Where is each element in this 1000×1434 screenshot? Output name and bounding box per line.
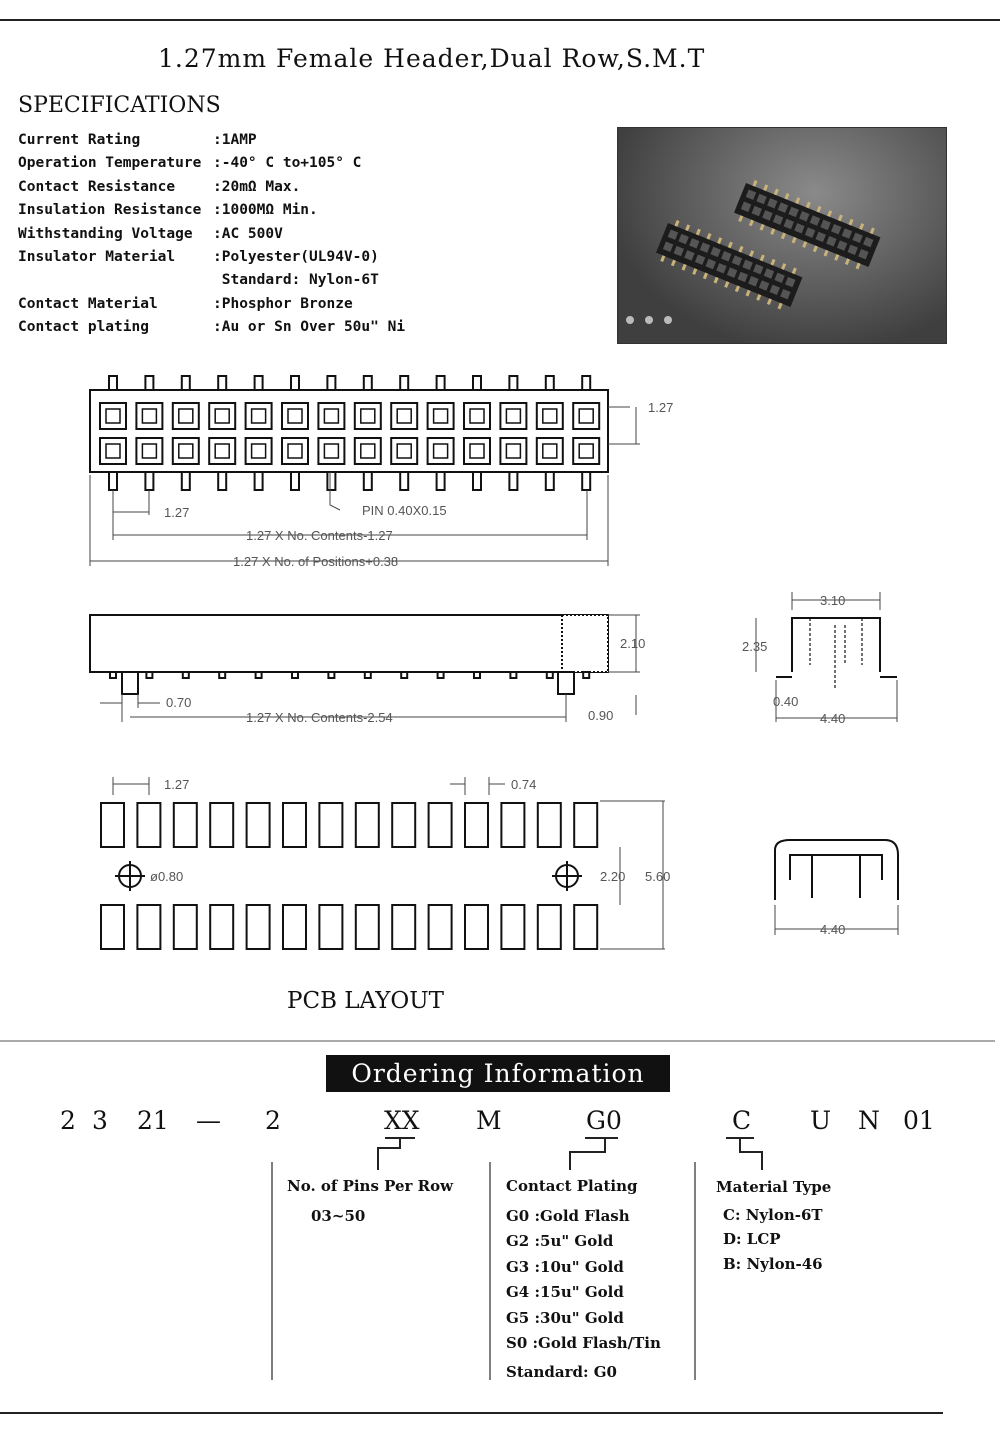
- pin-spec-label: PIN 0.40X0.15: [362, 503, 447, 518]
- contact-hole: [136, 438, 162, 464]
- spec-value: :AC 500V: [213, 225, 283, 242]
- pin: [546, 472, 554, 490]
- code-segment: 01: [903, 1106, 935, 1135]
- end-view: [776, 618, 897, 677]
- pcb-pad: [465, 803, 488, 847]
- dim-label: 1.27: [648, 400, 674, 415]
- contact-hole: [100, 438, 126, 464]
- dim-label: ø0.80: [150, 869, 184, 884]
- pins-title: No. of Pins Per Row: [287, 1177, 454, 1195]
- spec-label: Insulation Resistance: [18, 202, 202, 219]
- contact-hole: [464, 403, 490, 429]
- pin: [182, 376, 190, 390]
- contact-hole: [355, 403, 381, 429]
- side-view-body: [90, 615, 608, 672]
- pcb-pad: [210, 905, 233, 949]
- contact-hole: [100, 403, 126, 429]
- pcb-pad: [174, 803, 197, 847]
- contact-hole: [500, 438, 526, 464]
- pcb-pad: [283, 803, 306, 847]
- contact-hole: [136, 403, 162, 429]
- code-segment: 3: [92, 1106, 108, 1135]
- contact-hole: [173, 438, 199, 464]
- pcb-pad: [392, 905, 415, 949]
- pin: [327, 472, 335, 490]
- contact-hole: [573, 438, 599, 464]
- pin: [291, 376, 299, 390]
- dim-label: 0.70: [166, 695, 192, 710]
- code-segment: —: [196, 1106, 221, 1135]
- code-segment: 2: [265, 1106, 281, 1135]
- contact-hole: [282, 438, 308, 464]
- dim-label: 1.27 X No. Contents-2.54: [246, 710, 393, 725]
- plating-option: G5 :30u" Gold: [506, 1308, 624, 1327]
- pcb-pad: [247, 803, 270, 847]
- spec-value: Standard: Nylon-6T: [213, 272, 379, 289]
- pin: [218, 472, 226, 490]
- pcb-pad: [174, 905, 197, 949]
- pin: [400, 376, 408, 390]
- contact-hole: [282, 403, 308, 429]
- pcb-pad: [392, 803, 415, 847]
- spec-label: Current Rating: [18, 132, 141, 148]
- dim-label: 4.40: [820, 711, 846, 726]
- ordering-heading: Ordering Information: [326, 1055, 670, 1092]
- spec-value: :1AMP: [213, 132, 257, 148]
- pcb-pad: [210, 803, 233, 847]
- pin: [437, 376, 445, 390]
- contact-hole: [173, 403, 199, 429]
- pcb-pad: [465, 905, 488, 949]
- pin: [364, 376, 372, 390]
- pcb-pad: [501, 803, 524, 847]
- material-option: D: LCP: [723, 1230, 781, 1248]
- dim-label: 1.27: [164, 505, 190, 520]
- pin: [400, 472, 408, 490]
- pcb-pad: [101, 803, 124, 847]
- spec-label: Contact Material: [18, 295, 158, 312]
- contact-hole: [209, 438, 235, 464]
- spec-label: Contact Resistance: [18, 178, 176, 195]
- pin: [473, 376, 481, 390]
- pins-range: 03~50: [311, 1206, 366, 1225]
- pin: [109, 376, 117, 390]
- end-view-mounted: [775, 840, 898, 900]
- pin: [582, 472, 590, 490]
- spec-value: :20mΩ Max.: [213, 178, 301, 195]
- page-title: 1.27mm Female Header,Dual Row,S.M.T: [158, 44, 706, 73]
- pcb-pad: [429, 803, 452, 847]
- contact-hole: [209, 403, 235, 429]
- pin: [509, 376, 517, 390]
- dim-label: 1.27: [164, 777, 190, 792]
- spec-value: :-40° C to+105° C: [213, 155, 362, 172]
- pin: [509, 472, 517, 490]
- code-segment: 2: [60, 1106, 76, 1135]
- pcb-pad: [101, 905, 124, 949]
- dim-label: 0.40: [773, 694, 799, 709]
- code-segment: XX: [384, 1106, 420, 1135]
- plating-option: G2 :5u" Gold: [506, 1232, 614, 1250]
- code-segment: N: [858, 1106, 880, 1135]
- material-title: Material Type: [716, 1178, 832, 1196]
- pin: [109, 472, 117, 490]
- contact-hole: [246, 438, 272, 464]
- contact-hole: [537, 403, 563, 429]
- pcb-pad: [538, 905, 561, 949]
- dim-label: 0.90: [588, 708, 614, 723]
- contact-hole: [464, 438, 490, 464]
- pin: [255, 376, 263, 390]
- pin: [327, 376, 335, 390]
- code-segment: G0: [586, 1106, 622, 1135]
- contact-hole: [428, 438, 454, 464]
- plating-option: G3 :10u" Gold: [506, 1257, 624, 1276]
- pcb-pad: [319, 905, 342, 949]
- pin: [255, 472, 263, 490]
- pin: [437, 472, 445, 490]
- pin: [364, 472, 372, 490]
- pcb-pad: [356, 905, 379, 949]
- code-segment: M: [476, 1106, 502, 1135]
- top-view-body: [90, 390, 608, 472]
- specs-heading: SPECIFICATIONS: [18, 93, 221, 118]
- contact-hole: [355, 438, 381, 464]
- pcb-layout-label: PCB LAYOUT: [287, 988, 445, 1014]
- dim-label: 0.74: [511, 777, 537, 792]
- pin: [291, 472, 299, 490]
- pcb-pad: [538, 803, 561, 847]
- spec-value: :Polyester(UL94V-0): [213, 249, 379, 265]
- contact-hole: [318, 438, 344, 464]
- section-rule: [0, 1040, 995, 1042]
- dim-label: 3.10: [820, 593, 846, 608]
- plating-standard: Standard: G0: [506, 1362, 617, 1381]
- contact-hole: [318, 403, 344, 429]
- spec-label: Contact plating: [18, 319, 149, 336]
- material-option: B: Nylon-46: [723, 1254, 823, 1273]
- pcb-pad: [319, 803, 342, 847]
- spec-label: Insulator Material: [18, 249, 176, 265]
- pcb-pad: [247, 905, 270, 949]
- contact-hole: [391, 403, 417, 429]
- pcb-pad: [356, 803, 379, 847]
- pin: [182, 472, 190, 490]
- pin: [145, 472, 153, 490]
- contact-hole: [428, 403, 454, 429]
- dim-label: 5.60: [645, 869, 671, 884]
- pin: [218, 376, 226, 390]
- spec-value: :1000MΩ Min.: [213, 202, 318, 219]
- pcb-pad: [429, 905, 452, 949]
- spec-label: Operation Temperature: [18, 155, 202, 172]
- pcb-pad: [137, 803, 160, 847]
- dim-label: 1.27 X No. Contents-1.27: [246, 528, 393, 543]
- spec-value: :Phosphor Bronze: [213, 295, 353, 312]
- spec-value: :Au or Sn Over 50u" Ni: [213, 319, 406, 336]
- code-segment: U: [810, 1106, 832, 1135]
- pin: [473, 472, 481, 490]
- dim-label: 2.20: [600, 869, 626, 884]
- contact-hole: [573, 403, 599, 429]
- plating-option: G4 :15u" Gold: [506, 1283, 624, 1301]
- material-option: C: Nylon-6T: [723, 1205, 823, 1224]
- pcb-pad: [501, 905, 524, 949]
- pin: [546, 376, 554, 390]
- contact-hole: [246, 403, 272, 429]
- code-segment: C: [732, 1106, 752, 1135]
- contact-hole: [537, 438, 563, 464]
- plating-option: S0 :Gold Flash/Tin: [506, 1334, 661, 1352]
- contact-hole: [391, 438, 417, 464]
- bottom-rule: [0, 1412, 943, 1414]
- dim-label: 2.35: [742, 639, 768, 654]
- pin: [145, 376, 153, 390]
- plating-option: G0 :Gold Flash: [506, 1206, 630, 1225]
- pcb-pad: [574, 905, 597, 949]
- pcb-pad: [574, 803, 597, 847]
- contact-hole: [500, 403, 526, 429]
- dim-label: 2.10: [620, 636, 646, 651]
- plating-title: Contact Plating: [506, 1177, 638, 1195]
- pin: [582, 376, 590, 390]
- pcb-pad: [283, 905, 306, 949]
- dim-label: 4.40: [820, 922, 846, 937]
- code-segment: 21: [137, 1106, 169, 1135]
- ordering-connectors: [0, 1130, 1000, 1390]
- dim-label: 1.27 X No. of Positions+0.38: [233, 554, 399, 569]
- spec-label: Withstanding Voltage: [18, 225, 193, 242]
- pcb-pad: [137, 905, 160, 949]
